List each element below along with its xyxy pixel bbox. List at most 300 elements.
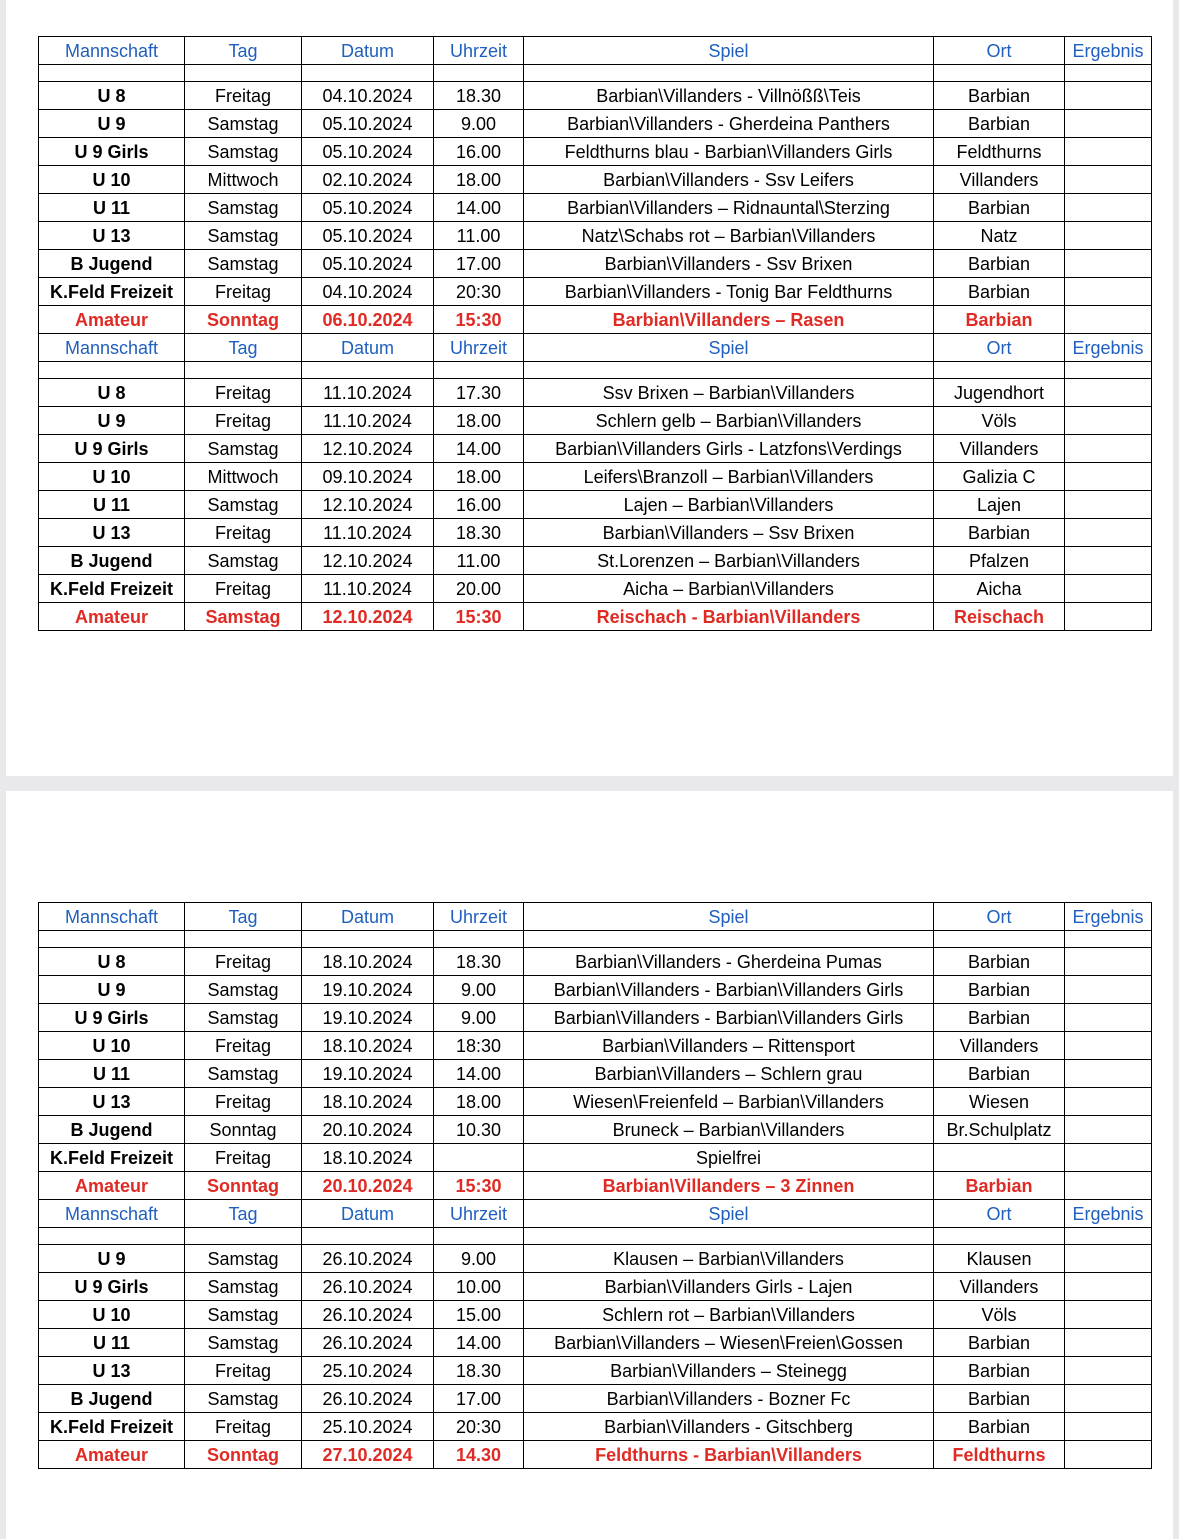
cell-datum: 06.10.2024 — [302, 306, 434, 334]
cell-uhrzeit: 9.00 — [434, 110, 524, 138]
cell-ort: Barbian — [934, 519, 1065, 547]
cell-ort: Villanders — [934, 166, 1065, 194]
table-row — [39, 1413, 1152, 1441]
cell-mannschaft: U 9 — [39, 110, 185, 138]
cell-uhrzeit: 11.00 — [434, 547, 524, 575]
cell-ort: Völs — [934, 1301, 1065, 1329]
cell-ergebnis — [1065, 1329, 1152, 1357]
cell-tag: Freitag — [185, 278, 302, 306]
cell-uhrzeit: 18.30 — [434, 82, 524, 110]
cell-uhrzeit: 17.00 — [434, 1385, 524, 1413]
table-row — [39, 547, 1152, 575]
cell-mannschaft: U 9 — [39, 1245, 185, 1273]
empty-cell — [934, 65, 1065, 82]
cell-spiel: Barbian\Villanders Girls - Latzfons\Verdings — [524, 435, 934, 463]
empty-cell — [524, 362, 934, 379]
cell-ergebnis — [1065, 603, 1152, 631]
cell-spiel: Barbian\Villanders – Wiesen\Freien\Gossen — [524, 1329, 934, 1357]
cell-mannschaft: U 11 — [39, 194, 185, 222]
cell-datum: 26.10.2024 — [302, 1301, 434, 1329]
cell-spiel: Barbian\Villanders - Gitschberg — [524, 1413, 934, 1441]
cell-ort: Barbian — [934, 306, 1065, 334]
cell-tag: Samstag — [185, 110, 302, 138]
header-row — [39, 334, 1152, 362]
cell-uhrzeit: 14.30 — [434, 1441, 524, 1469]
cell-datum: 19.10.2024 — [302, 976, 434, 1004]
empty-cell — [1065, 931, 1152, 948]
cell-uhrzeit: 18.30 — [434, 519, 524, 547]
cell-datum: 11.10.2024 — [302, 407, 434, 435]
cell-ergebnis — [1065, 278, 1152, 306]
table-row — [39, 278, 1152, 306]
cell-uhrzeit: 17.30 — [434, 379, 524, 407]
cell-spiel: Barbian\Villanders – Schlern grau — [524, 1060, 934, 1088]
empty-cell — [434, 362, 524, 379]
cell-uhrzeit: 17.00 — [434, 250, 524, 278]
cell-mannschaft: U 8 — [39, 948, 185, 976]
cell-datum: 19.10.2024 — [302, 1004, 434, 1032]
cell-tag: Samstag — [185, 976, 302, 1004]
cell-tag: Sonntag — [185, 1116, 302, 1144]
cell-ergebnis — [1065, 222, 1152, 250]
cell-uhrzeit: 20:30 — [434, 1413, 524, 1441]
column-header-ergebnis: Ergebnis — [1065, 903, 1152, 931]
cell-mannschaft: U 13 — [39, 519, 185, 547]
column-header-mannschaft: Mannschaft — [39, 903, 185, 931]
table-row — [39, 1301, 1152, 1329]
cell-tag: Samstag — [185, 1245, 302, 1273]
cell-uhrzeit: 18.30 — [434, 1357, 524, 1385]
spacer-row — [39, 1228, 1152, 1245]
cell-spiel: Wiesen\Freienfeld – Barbian\Villanders — [524, 1088, 934, 1116]
table-row — [39, 603, 1152, 631]
cell-ort: Barbian — [934, 1385, 1065, 1413]
cell-ort: Villanders — [934, 435, 1065, 463]
cell-tag: Freitag — [185, 1357, 302, 1385]
table-row — [39, 519, 1152, 547]
cell-uhrzeit: 16.00 — [434, 138, 524, 166]
table-row — [39, 1004, 1152, 1032]
cell-datum: 25.10.2024 — [302, 1357, 434, 1385]
cell-tag: Samstag — [185, 250, 302, 278]
empty-cell — [39, 65, 185, 82]
cell-datum: 05.10.2024 — [302, 110, 434, 138]
cell-ort: Feldthurns — [934, 138, 1065, 166]
cell-mannschaft: K.Feld Freizeit — [39, 278, 185, 306]
cell-ergebnis — [1065, 1413, 1152, 1441]
empty-cell — [185, 931, 302, 948]
cell-ort: Lajen — [934, 491, 1065, 519]
cell-mannschaft: U 13 — [39, 1088, 185, 1116]
cell-ort: Barbian — [934, 1413, 1065, 1441]
cell-datum: 26.10.2024 — [302, 1329, 434, 1357]
cell-mannschaft: U 9 Girls — [39, 435, 185, 463]
cell-tag: Samstag — [185, 1060, 302, 1088]
column-header-spiel: Spiel — [524, 903, 934, 931]
cell-datum: 12.10.2024 — [302, 603, 434, 631]
table-row — [39, 491, 1152, 519]
cell-mannschaft: U 10 — [39, 1032, 185, 1060]
cell-spiel: Barbian\Villanders – Steinegg — [524, 1357, 934, 1385]
cell-spiel: Barbian\Villanders - Barbian\Villanders Girls — [524, 1004, 934, 1032]
cell-spiel: Bruneck – Barbian\Villanders — [524, 1116, 934, 1144]
cell-mannschaft: U 13 — [39, 222, 185, 250]
cell-ort: Reischach — [934, 603, 1065, 631]
header-row — [39, 37, 1152, 65]
cell-uhrzeit: 18.30 — [434, 948, 524, 976]
schedule-table-page-2 — [38, 902, 1152, 1469]
cell-mannschaft: K.Feld Freizeit — [39, 1413, 185, 1441]
empty-cell — [934, 362, 1065, 379]
cell-datum: 18.10.2024 — [302, 1144, 434, 1172]
cell-datum: 20.10.2024 — [302, 1172, 434, 1200]
cell-spiel: Barbian\Villanders - Tonig Bar Feldthurns — [524, 278, 934, 306]
cell-uhrzeit: 18.00 — [434, 1088, 524, 1116]
cell-uhrzeit: 15.00 — [434, 1301, 524, 1329]
cell-ergebnis — [1065, 166, 1152, 194]
cell-ergebnis — [1065, 379, 1152, 407]
column-header-tag: Tag — [185, 1200, 302, 1228]
cell-spiel: Barbian\Villanders – Rasen — [524, 306, 934, 334]
cell-ort: Galizia C — [934, 463, 1065, 491]
cell-datum: 25.10.2024 — [302, 1413, 434, 1441]
cell-tag: Mittwoch — [185, 463, 302, 491]
table-row — [39, 1116, 1152, 1144]
cell-spiel: Schlern rot – Barbian\Villanders — [524, 1301, 934, 1329]
column-header-uhrzeit: Uhrzeit — [434, 334, 524, 362]
empty-cell — [302, 65, 434, 82]
cell-tag: Freitag — [185, 379, 302, 407]
cell-tag: Samstag — [185, 1273, 302, 1301]
cell-datum: 04.10.2024 — [302, 278, 434, 306]
column-header-ort: Ort — [934, 334, 1065, 362]
cell-spiel: Barbian\Villanders – Rittensport — [524, 1032, 934, 1060]
cell-ergebnis — [1065, 1060, 1152, 1088]
empty-cell — [39, 362, 185, 379]
column-header-spiel: Spiel — [524, 1200, 934, 1228]
cell-tag: Sonntag — [185, 1172, 302, 1200]
cell-spiel: Klausen – Barbian\Villanders — [524, 1245, 934, 1273]
cell-ergebnis — [1065, 1004, 1152, 1032]
cell-mannschaft: U 9 — [39, 976, 185, 1004]
cell-spiel: St.Lorenzen – Barbian\Villanders — [524, 547, 934, 575]
cell-datum: 18.10.2024 — [302, 948, 434, 976]
cell-tag: Samstag — [185, 138, 302, 166]
table-row — [39, 1273, 1152, 1301]
cell-mannschaft: U 11 — [39, 1329, 185, 1357]
cell-datum: 26.10.2024 — [302, 1245, 434, 1273]
table-row — [39, 1441, 1152, 1469]
cell-mannschaft: Amateur — [39, 1172, 185, 1200]
cell-mannschaft: U 10 — [39, 166, 185, 194]
cell-ort: Villanders — [934, 1032, 1065, 1060]
empty-cell — [434, 1228, 524, 1245]
spacer-row — [39, 931, 1152, 948]
cell-spiel: Aicha – Barbian\Villanders — [524, 575, 934, 603]
cell-ergebnis — [1065, 1172, 1152, 1200]
cell-datum: 11.10.2024 — [302, 519, 434, 547]
cell-ergebnis — [1065, 1144, 1152, 1172]
cell-ergebnis — [1065, 110, 1152, 138]
column-header-mannschaft: Mannschaft — [39, 1200, 185, 1228]
cell-uhrzeit: 18.00 — [434, 166, 524, 194]
table-row — [39, 1385, 1152, 1413]
cell-ort: Feldthurns — [934, 1441, 1065, 1469]
empty-cell — [302, 362, 434, 379]
table-row — [39, 194, 1152, 222]
column-header-datum: Datum — [302, 37, 434, 65]
cell-ort: Barbian — [934, 976, 1065, 1004]
cell-mannschaft: Amateur — [39, 1441, 185, 1469]
cell-datum: 02.10.2024 — [302, 166, 434, 194]
cell-ort: Br.Schulplatz — [934, 1116, 1065, 1144]
cell-datum: 12.10.2024 — [302, 491, 434, 519]
table-row — [39, 1329, 1152, 1357]
cell-mannschaft: Amateur — [39, 603, 185, 631]
cell-uhrzeit: 14.00 — [434, 1329, 524, 1357]
column-header-tag: Tag — [185, 37, 302, 65]
cell-ergebnis — [1065, 575, 1152, 603]
column-header-uhrzeit: Uhrzeit — [434, 37, 524, 65]
cell-ergebnis — [1065, 1245, 1152, 1273]
cell-tag: Samstag — [185, 194, 302, 222]
cell-tag: Freitag — [185, 1413, 302, 1441]
column-header-mannschaft: Mannschaft — [39, 334, 185, 362]
schedule-table-page-1 — [38, 36, 1152, 631]
cell-tag: Freitag — [185, 519, 302, 547]
empty-cell — [302, 931, 434, 948]
cell-mannschaft: K.Feld Freizeit — [39, 575, 185, 603]
cell-tag: Freitag — [185, 1088, 302, 1116]
cell-ort: Barbian — [934, 1329, 1065, 1357]
column-header-ort: Ort — [934, 37, 1065, 65]
cell-ort: Klausen — [934, 1245, 1065, 1273]
cell-tag: Sonntag — [185, 306, 302, 334]
cell-spiel: Barbian\Villanders - Barbian\Villanders Girls — [524, 976, 934, 1004]
cell-datum: 12.10.2024 — [302, 547, 434, 575]
cell-datum: 11.10.2024 — [302, 575, 434, 603]
column-header-mannschaft: Mannschaft — [39, 37, 185, 65]
cell-ort: Barbian — [934, 278, 1065, 306]
table-row — [39, 110, 1152, 138]
cell-ergebnis — [1065, 435, 1152, 463]
column-header-ergebnis: Ergebnis — [1065, 37, 1152, 65]
cell-ergebnis — [1065, 1357, 1152, 1385]
cell-mannschaft: U 9 — [39, 407, 185, 435]
cell-ort: Barbian — [934, 1357, 1065, 1385]
cell-ergebnis — [1065, 976, 1152, 1004]
cell-mannschaft: Amateur — [39, 306, 185, 334]
cell-ergebnis — [1065, 1385, 1152, 1413]
column-header-uhrzeit: Uhrzeit — [434, 1200, 524, 1228]
cell-datum: 05.10.2024 — [302, 138, 434, 166]
cell-mannschaft: B Jugend — [39, 1385, 185, 1413]
cell-datum: 04.10.2024 — [302, 82, 434, 110]
cell-uhrzeit: 14.00 — [434, 1060, 524, 1088]
cell-ergebnis — [1065, 547, 1152, 575]
empty-cell — [1065, 362, 1152, 379]
cell-tag: Samstag — [185, 1385, 302, 1413]
column-header-ergebnis: Ergebnis — [1065, 1200, 1152, 1228]
cell-ort — [934, 1144, 1065, 1172]
cell-uhrzeit: 20.00 — [434, 575, 524, 603]
table-row — [39, 1172, 1152, 1200]
column-header-ort: Ort — [934, 1200, 1065, 1228]
empty-cell — [934, 1228, 1065, 1245]
cell-ort: Aicha — [934, 575, 1065, 603]
column-header-spiel: Spiel — [524, 334, 934, 362]
cell-datum: 18.10.2024 — [302, 1088, 434, 1116]
cell-datum: 09.10.2024 — [302, 463, 434, 491]
cell-spiel: Barbian\Villanders – 3 Zinnen — [524, 1172, 934, 1200]
empty-cell — [934, 931, 1065, 948]
cell-ergebnis — [1065, 1116, 1152, 1144]
cell-ergebnis — [1065, 519, 1152, 547]
cell-ort: Wiesen — [934, 1088, 1065, 1116]
cell-ergebnis — [1065, 194, 1152, 222]
cell-ort: Jugendhort — [934, 379, 1065, 407]
cell-spiel: Barbian\Villanders - Gherdeina Panthers — [524, 110, 934, 138]
cell-ort: Natz — [934, 222, 1065, 250]
cell-uhrzeit — [434, 1144, 524, 1172]
table-row — [39, 407, 1152, 435]
cell-uhrzeit: 15:30 — [434, 306, 524, 334]
cell-ort: Barbian — [934, 948, 1065, 976]
cell-tag: Freitag — [185, 1144, 302, 1172]
cell-ergebnis — [1065, 138, 1152, 166]
header-row — [39, 1200, 1152, 1228]
table-row — [39, 1032, 1152, 1060]
column-header-datum: Datum — [302, 334, 434, 362]
cell-mannschaft: B Jugend — [39, 1116, 185, 1144]
header-row — [39, 903, 1152, 931]
cell-spiel: Lajen – Barbian\Villanders — [524, 491, 934, 519]
table-row — [39, 463, 1152, 491]
cell-spiel: Barbian\Villanders - Ssv Leifers — [524, 166, 934, 194]
cell-uhrzeit: 18:30 — [434, 1032, 524, 1060]
empty-cell — [524, 1228, 934, 1245]
cell-ergebnis — [1065, 1273, 1152, 1301]
cell-mannschaft: B Jugend — [39, 547, 185, 575]
cell-ort: Völs — [934, 407, 1065, 435]
column-header-spiel: Spiel — [524, 37, 934, 65]
empty-cell — [434, 931, 524, 948]
cell-datum: 27.10.2024 — [302, 1441, 434, 1469]
cell-mannschaft: U 9 Girls — [39, 138, 185, 166]
cell-spiel: Barbian\Villanders – Ridnauntal\Sterzing — [524, 194, 934, 222]
cell-spiel: Ssv Brixen – Barbian\Villanders — [524, 379, 934, 407]
cell-datum: 05.10.2024 — [302, 250, 434, 278]
cell-tag: Freitag — [185, 1032, 302, 1060]
cell-ergebnis — [1065, 407, 1152, 435]
cell-ergebnis — [1065, 463, 1152, 491]
cell-uhrzeit: 9.00 — [434, 1004, 524, 1032]
cell-tag: Samstag — [185, 491, 302, 519]
cell-uhrzeit: 20:30 — [434, 278, 524, 306]
cell-spiel: Spielfrei — [524, 1144, 934, 1172]
cell-mannschaft: U 13 — [39, 1357, 185, 1385]
cell-spiel: Barbian\Villanders - Ssv Brixen — [524, 250, 934, 278]
table-body — [39, 37, 1152, 631]
cell-uhrzeit: 10.30 — [434, 1116, 524, 1144]
cell-tag: Mittwoch — [185, 166, 302, 194]
empty-cell — [185, 1228, 302, 1245]
cell-spiel: Natz\Schabs rot – Barbian\Villanders — [524, 222, 934, 250]
cell-ergebnis — [1065, 948, 1152, 976]
table-row — [39, 1144, 1152, 1172]
cell-mannschaft: K.Feld Freizeit — [39, 1144, 185, 1172]
cell-mannschaft: U 8 — [39, 82, 185, 110]
cell-ergebnis — [1065, 1032, 1152, 1060]
cell-ort: Barbian — [934, 250, 1065, 278]
cell-tag: Sonntag — [185, 1441, 302, 1469]
table-row — [39, 976, 1152, 1004]
cell-uhrzeit: 18.00 — [434, 407, 524, 435]
cell-datum: 12.10.2024 — [302, 435, 434, 463]
cell-spiel: Feldthurns - Barbian\Villanders — [524, 1441, 934, 1469]
cell-ort: Barbian — [934, 194, 1065, 222]
table-row — [39, 1088, 1152, 1116]
cell-tag: Samstag — [185, 1301, 302, 1329]
table-row — [39, 435, 1152, 463]
cell-tag: Samstag — [185, 603, 302, 631]
cell-tag: Freitag — [185, 407, 302, 435]
cell-tag: Samstag — [185, 222, 302, 250]
cell-mannschaft: U 11 — [39, 1060, 185, 1088]
table-row — [39, 379, 1152, 407]
cell-tag: Freitag — [185, 82, 302, 110]
column-header-tag: Tag — [185, 903, 302, 931]
cell-uhrzeit: 14.00 — [434, 194, 524, 222]
cell-mannschaft: U 11 — [39, 491, 185, 519]
column-header-uhrzeit: Uhrzeit — [434, 903, 524, 931]
column-header-datum: Datum — [302, 903, 434, 931]
table-row — [39, 166, 1152, 194]
cell-uhrzeit: 18.00 — [434, 463, 524, 491]
table-row — [39, 222, 1152, 250]
table-row — [39, 138, 1152, 166]
cell-spiel: Barbian\Villanders - Bozner Fc — [524, 1385, 934, 1413]
cell-uhrzeit: 10.00 — [434, 1273, 524, 1301]
cell-tag: Samstag — [185, 435, 302, 463]
cell-uhrzeit: 9.00 — [434, 976, 524, 1004]
cell-datum: 20.10.2024 — [302, 1116, 434, 1144]
spacer-row — [39, 65, 1152, 82]
empty-cell — [39, 1228, 185, 1245]
cell-mannschaft: U 10 — [39, 463, 185, 491]
cell-uhrzeit: 16.00 — [434, 491, 524, 519]
cell-tag: Freitag — [185, 948, 302, 976]
cell-uhrzeit: 11.00 — [434, 222, 524, 250]
cell-datum: 11.10.2024 — [302, 379, 434, 407]
table-row — [39, 306, 1152, 334]
cell-mannschaft: U 10 — [39, 1301, 185, 1329]
cell-spiel: Schlern gelb – Barbian\Villanders — [524, 407, 934, 435]
cell-datum: 05.10.2024 — [302, 194, 434, 222]
cell-ort: Barbian — [934, 1172, 1065, 1200]
cell-spiel: Leifers\Branzoll – Barbian\Villanders — [524, 463, 934, 491]
cell-uhrzeit: 14.00 — [434, 435, 524, 463]
cell-spiel: Feldthurns blau - Barbian\Villanders Girls — [524, 138, 934, 166]
cell-spiel: Barbian\Villanders - Gherdeina Pumas — [524, 948, 934, 976]
empty-cell — [1065, 65, 1152, 82]
cell-datum: 26.10.2024 — [302, 1273, 434, 1301]
cell-mannschaft: U 9 Girls — [39, 1273, 185, 1301]
cell-ergebnis — [1065, 1441, 1152, 1469]
cell-ergebnis — [1065, 82, 1152, 110]
cell-ergebnis — [1065, 1088, 1152, 1116]
column-header-tag: Tag — [185, 334, 302, 362]
